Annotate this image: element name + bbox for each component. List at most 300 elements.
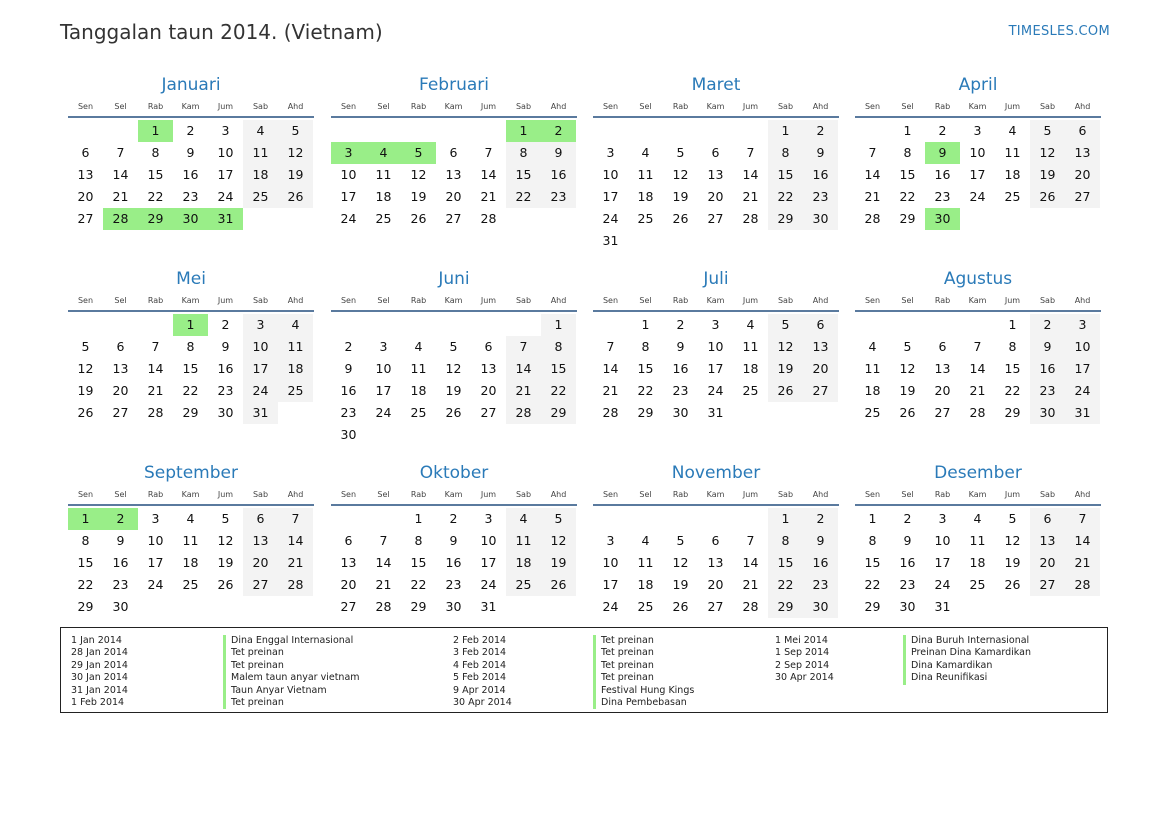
day: 18: [864, 383, 881, 398]
day: 11: [506, 530, 541, 552]
day: 14: [112, 167, 129, 182]
holiday-legend: [60, 627, 1108, 713]
holiday-day: 2: [541, 120, 576, 142]
day: 6: [938, 339, 947, 354]
day: 7: [484, 145, 493, 160]
day: 12: [410, 167, 427, 182]
day: 23: [340, 405, 357, 420]
day: 16: [112, 555, 129, 570]
day: 22: [147, 189, 164, 204]
weekday-label: Sab: [777, 102, 794, 111]
day: 11: [1004, 145, 1021, 160]
holiday-day: 1: [506, 120, 541, 142]
weekday-label: Sel: [114, 490, 127, 499]
day: 3: [606, 145, 615, 160]
day: 28: [742, 599, 759, 614]
empty-cell: [733, 120, 768, 142]
weekday-label: Sel: [114, 296, 127, 305]
day: 28: [969, 405, 986, 420]
empty-cell: [506, 314, 541, 336]
weekday-header: [68, 486, 314, 506]
month-november: [593, 460, 839, 618]
day: 15: [147, 167, 164, 182]
day: 24: [217, 189, 234, 204]
day: 13: [1030, 530, 1065, 552]
legend-holiday-name: Tet preinan: [223, 647, 360, 659]
month-name: November: [671, 463, 761, 483]
weekday-header: [68, 292, 314, 312]
weekday-label: Sel: [901, 490, 914, 499]
day: 21: [112, 189, 129, 204]
day: 19: [672, 189, 689, 204]
day: 20: [707, 189, 724, 204]
day: 2: [676, 317, 685, 332]
weekday-label: Ahd: [550, 490, 567, 499]
day: 26: [278, 186, 313, 208]
day-grid: [593, 508, 839, 618]
day: 5: [676, 533, 685, 548]
day: 10: [969, 145, 986, 160]
weekday-label: Jum: [480, 296, 497, 305]
weekday-header: [593, 486, 839, 506]
day: 9: [803, 530, 838, 552]
day: 30: [112, 599, 129, 614]
day: 25: [278, 380, 313, 402]
weekday-label: Rab: [934, 102, 951, 111]
day: 11: [410, 361, 427, 376]
weekday-label: Jum: [480, 102, 497, 111]
day: 4: [746, 317, 755, 332]
weekday-label: Kam: [706, 102, 725, 111]
day: 9: [344, 361, 353, 376]
day-grid: [593, 120, 839, 252]
weekday-label: Ahd: [1074, 102, 1091, 111]
day: 14: [602, 361, 619, 376]
day: 19: [77, 383, 94, 398]
legend-holiday-name: Malem taun anyar vietnam: [223, 672, 360, 684]
day: 1: [541, 314, 576, 336]
day: 29: [1004, 405, 1021, 420]
day: 27: [707, 211, 724, 226]
day: 27: [243, 574, 278, 596]
day: 18: [375, 189, 392, 204]
day: 26: [672, 599, 689, 614]
month-juni: [331, 266, 577, 446]
day: 8: [768, 530, 803, 552]
empty-cell: [698, 508, 733, 530]
month-name: Oktober: [419, 463, 489, 483]
day: 4: [278, 314, 313, 336]
holiday-day: 5: [401, 142, 436, 164]
weekday-label: Ahd: [812, 296, 829, 305]
day: 18: [243, 164, 278, 186]
weekday-label: Sel: [901, 102, 914, 111]
day: 27: [445, 211, 462, 226]
day: 25: [969, 577, 986, 592]
day: 23: [112, 577, 129, 592]
empty-cell: [960, 314, 995, 336]
day: 1: [868, 511, 877, 526]
day: 14: [742, 167, 759, 182]
day: 6: [1065, 120, 1100, 142]
weekday-label: Sab: [1039, 102, 1056, 111]
day: 27: [1065, 186, 1100, 208]
day: 30: [1030, 402, 1065, 424]
weekday-header: [593, 98, 839, 118]
day: 17: [217, 167, 234, 182]
weekday-label: Sab: [252, 490, 269, 499]
day: 23: [672, 383, 689, 398]
empty-cell: [331, 314, 366, 336]
empty-cell: [436, 314, 471, 336]
day: 10: [934, 533, 951, 548]
weekday-label: Kam: [706, 490, 725, 499]
weekday-label: Sab: [515, 296, 532, 305]
weekday-label: Ahd: [812, 490, 829, 499]
day: 11: [243, 142, 278, 164]
weekday-label: Sab: [252, 102, 269, 111]
weekday-label: Sab: [515, 102, 532, 111]
legend-holiday-name: Tet preinan: [593, 660, 694, 672]
weekday-label: Jum: [742, 490, 759, 499]
day: 26: [445, 405, 462, 420]
day: 17: [375, 383, 392, 398]
day: 21: [742, 577, 759, 592]
weekday-label: Sel: [639, 490, 652, 499]
day: 25: [243, 186, 278, 208]
day: 28: [375, 599, 392, 614]
day: 17: [480, 555, 497, 570]
day: 1: [903, 123, 912, 138]
day: 16: [445, 555, 462, 570]
holiday-day: 1: [68, 508, 103, 530]
day: 20: [445, 189, 462, 204]
weekday-label: Rab: [934, 296, 951, 305]
day: 28: [480, 211, 497, 226]
day: 5: [768, 314, 803, 336]
day: 15: [410, 555, 427, 570]
day: 3: [711, 317, 720, 332]
day: 18: [182, 555, 199, 570]
day: 7: [116, 145, 125, 160]
day: 18: [637, 189, 654, 204]
weekday-label: Sel: [377, 490, 390, 499]
legend-holiday-name: Preinan Dina Kamardikan: [903, 647, 1031, 659]
day: 10: [217, 145, 234, 160]
day: 18: [742, 361, 759, 376]
empty-cell: [628, 120, 663, 142]
day: 17: [340, 189, 357, 204]
empty-cell: [733, 508, 768, 530]
weekday-label: Jum: [742, 296, 759, 305]
day: 6: [711, 533, 720, 548]
day: 7: [506, 336, 541, 358]
holiday-day: 9: [925, 142, 960, 164]
day: 16: [182, 167, 199, 182]
weekday-label: Kam: [968, 490, 987, 499]
weekday-label: Sel: [639, 296, 652, 305]
day: 31: [602, 233, 619, 248]
day: 2: [803, 508, 838, 530]
day: 14: [506, 358, 541, 380]
day: 28: [1065, 574, 1100, 596]
empty-cell: [138, 314, 173, 336]
day: 2: [221, 317, 230, 332]
day: 24: [707, 383, 724, 398]
month-name: Maret: [691, 75, 741, 95]
day: 3: [221, 123, 230, 138]
day: 23: [803, 186, 838, 208]
day: 13: [243, 530, 278, 552]
day: 11: [637, 167, 654, 182]
empty-cell: [471, 120, 506, 142]
day: 8: [186, 339, 195, 354]
day: 25: [375, 211, 392, 226]
weekday-label: Kam: [706, 296, 725, 305]
day: 14: [742, 555, 759, 570]
day: 23: [445, 577, 462, 592]
day: 25: [1004, 189, 1021, 204]
day: 7: [379, 533, 388, 548]
weekday-header: [855, 98, 1101, 118]
day: 12: [278, 142, 313, 164]
day: 29: [541, 402, 576, 424]
empty-cell: [401, 314, 436, 336]
day: 14: [147, 361, 164, 376]
legend-holiday-name: Tet preinan: [593, 647, 694, 659]
day: 9: [803, 142, 838, 164]
weekday-label: Sab: [777, 296, 794, 305]
holiday-day: 29: [138, 208, 173, 230]
legend-date: 28 Jan 2014: [71, 647, 128, 659]
day: 29: [768, 208, 803, 230]
day: 15: [768, 552, 803, 574]
day: 10: [707, 339, 724, 354]
day: 12: [672, 167, 689, 182]
weekday-label: Sen: [340, 102, 357, 111]
weekday-header: [331, 486, 577, 506]
day: 12: [899, 361, 916, 376]
day: 29: [182, 405, 199, 420]
day: 27: [340, 599, 357, 614]
day-grid: [593, 314, 839, 424]
empty-cell: [698, 120, 733, 142]
day: 8: [541, 336, 576, 358]
day: 8: [151, 145, 160, 160]
day: 15: [541, 358, 576, 380]
weekday-label: Jum: [1004, 490, 1021, 499]
empty-cell: [593, 508, 628, 530]
holiday-day: 30: [925, 208, 960, 230]
empty-cell: [401, 120, 436, 142]
weekday-label: Sen: [77, 490, 94, 499]
day: 30: [899, 599, 916, 614]
day: 24: [375, 405, 392, 420]
weekday-label: Jum: [1004, 296, 1021, 305]
day: 18: [506, 552, 541, 574]
day: 23: [217, 383, 234, 398]
day: 4: [243, 120, 278, 142]
day: 18: [278, 358, 313, 380]
weekday-label: Jum: [217, 490, 234, 499]
day: 29: [637, 405, 654, 420]
day: 5: [221, 511, 230, 526]
day: 2: [186, 123, 195, 138]
day: 31: [934, 599, 951, 614]
legend-holiday-name: Tet preinan: [223, 697, 360, 709]
day: 26: [768, 380, 803, 402]
day: 2: [803, 120, 838, 142]
day: 12: [1004, 533, 1021, 548]
day: 17: [602, 577, 619, 592]
month-name: Desember: [934, 463, 1022, 483]
day: 28: [506, 402, 541, 424]
day: 14: [969, 361, 986, 376]
empty-cell: [628, 508, 663, 530]
weekday-header: [68, 98, 314, 118]
weekday-label: Ahd: [1074, 490, 1091, 499]
weekday-label: Kam: [181, 490, 200, 499]
day: 21: [864, 189, 881, 204]
month-name: Juni: [438, 269, 470, 289]
weekday-label: Sel: [377, 102, 390, 111]
day: 19: [1030, 164, 1065, 186]
day: 26: [899, 405, 916, 420]
day: 14: [375, 555, 392, 570]
weekday-label: Ahd: [287, 490, 304, 499]
day: 3: [379, 339, 388, 354]
day: 24: [602, 599, 619, 614]
day: 11: [637, 555, 654, 570]
day: 17: [707, 361, 724, 376]
weekday-label: Sel: [901, 296, 914, 305]
day: 16: [803, 552, 838, 574]
day: 6: [81, 145, 90, 160]
day: 9: [676, 339, 685, 354]
holiday-day: 31: [208, 208, 243, 230]
day: 10: [147, 533, 164, 548]
weekday-label: Ahd: [550, 102, 567, 111]
day: 8: [868, 533, 877, 548]
day: 18: [637, 577, 654, 592]
day: 2: [449, 511, 458, 526]
day: 22: [182, 383, 199, 398]
day: 24: [1065, 380, 1100, 402]
legend-holiday-name: Dina Kamardikan: [903, 660, 1031, 672]
empty-cell: [331, 508, 366, 530]
site-link[interactable]: TIMESLES.COM: [1008, 24, 1110, 39]
day: 7: [868, 145, 877, 160]
empty-cell: [471, 314, 506, 336]
weekday-label: Sen: [77, 296, 94, 305]
weekday-label: Kam: [968, 296, 987, 305]
day: 29: [864, 599, 881, 614]
day: 20: [1065, 164, 1100, 186]
day: 25: [637, 211, 654, 226]
day-grid: [331, 314, 577, 446]
day: 19: [672, 577, 689, 592]
month-april: [855, 72, 1101, 230]
holiday-day: 3: [331, 142, 366, 164]
day: 27: [1030, 574, 1065, 596]
day: 26: [217, 577, 234, 592]
day: 22: [506, 186, 541, 208]
day: 22: [899, 189, 916, 204]
weekday-label: Sen: [864, 296, 881, 305]
day: 8: [81, 533, 90, 548]
day: 31: [243, 402, 278, 424]
day: 8: [1008, 339, 1017, 354]
day: 29: [899, 211, 916, 226]
day: 26: [541, 574, 576, 596]
day: 2: [938, 123, 947, 138]
day: 14: [480, 167, 497, 182]
day: 26: [672, 211, 689, 226]
day: 6: [711, 145, 720, 160]
day: 11: [375, 167, 392, 182]
weekday-label: Kam: [444, 296, 463, 305]
day: 17: [969, 167, 986, 182]
weekday-label: Sel: [639, 102, 652, 111]
day: 3: [938, 511, 947, 526]
day: 28: [278, 574, 313, 596]
day: 16: [672, 361, 689, 376]
day: 30: [445, 599, 462, 614]
day: 9: [541, 142, 576, 164]
legend-date: 1 Jan 2014: [71, 635, 122, 646]
weekday-label: Sen: [864, 102, 881, 111]
empty-cell: [366, 314, 401, 336]
month-mei: [68, 266, 314, 424]
day: 6: [1030, 508, 1065, 530]
day: 3: [1065, 314, 1100, 336]
weekday-label: Ahd: [812, 102, 829, 111]
month-desember: [855, 460, 1101, 618]
holiday-day: 4: [366, 142, 401, 164]
day: 16: [1030, 358, 1065, 380]
day: 19: [217, 555, 234, 570]
month-juli: [593, 266, 839, 424]
holiday-day: 28: [103, 208, 138, 230]
day-grid: [68, 508, 314, 618]
weekday-header: [855, 486, 1101, 506]
day: 24: [969, 189, 986, 204]
day: 20: [934, 383, 951, 398]
month-september: [68, 460, 314, 618]
day: 1: [768, 508, 803, 530]
day: 16: [217, 361, 234, 376]
day: 3: [151, 511, 160, 526]
day: 16: [541, 164, 576, 186]
day: 9: [1030, 336, 1065, 358]
weekday-label: Jum: [1004, 102, 1021, 111]
empty-cell: [103, 120, 138, 142]
day: 10: [243, 336, 278, 358]
day: 12: [217, 533, 234, 548]
empty-cell: [855, 120, 890, 142]
day: 1: [768, 120, 803, 142]
day: 19: [445, 383, 462, 398]
day: 30: [672, 405, 689, 420]
day: 5: [449, 339, 458, 354]
day: 28: [742, 211, 759, 226]
weekday-label: Ahd: [287, 102, 304, 111]
day: 20: [77, 189, 94, 204]
day: 17: [243, 358, 278, 380]
day: 2: [903, 511, 912, 526]
day: 19: [1004, 555, 1021, 570]
day: 6: [243, 508, 278, 530]
